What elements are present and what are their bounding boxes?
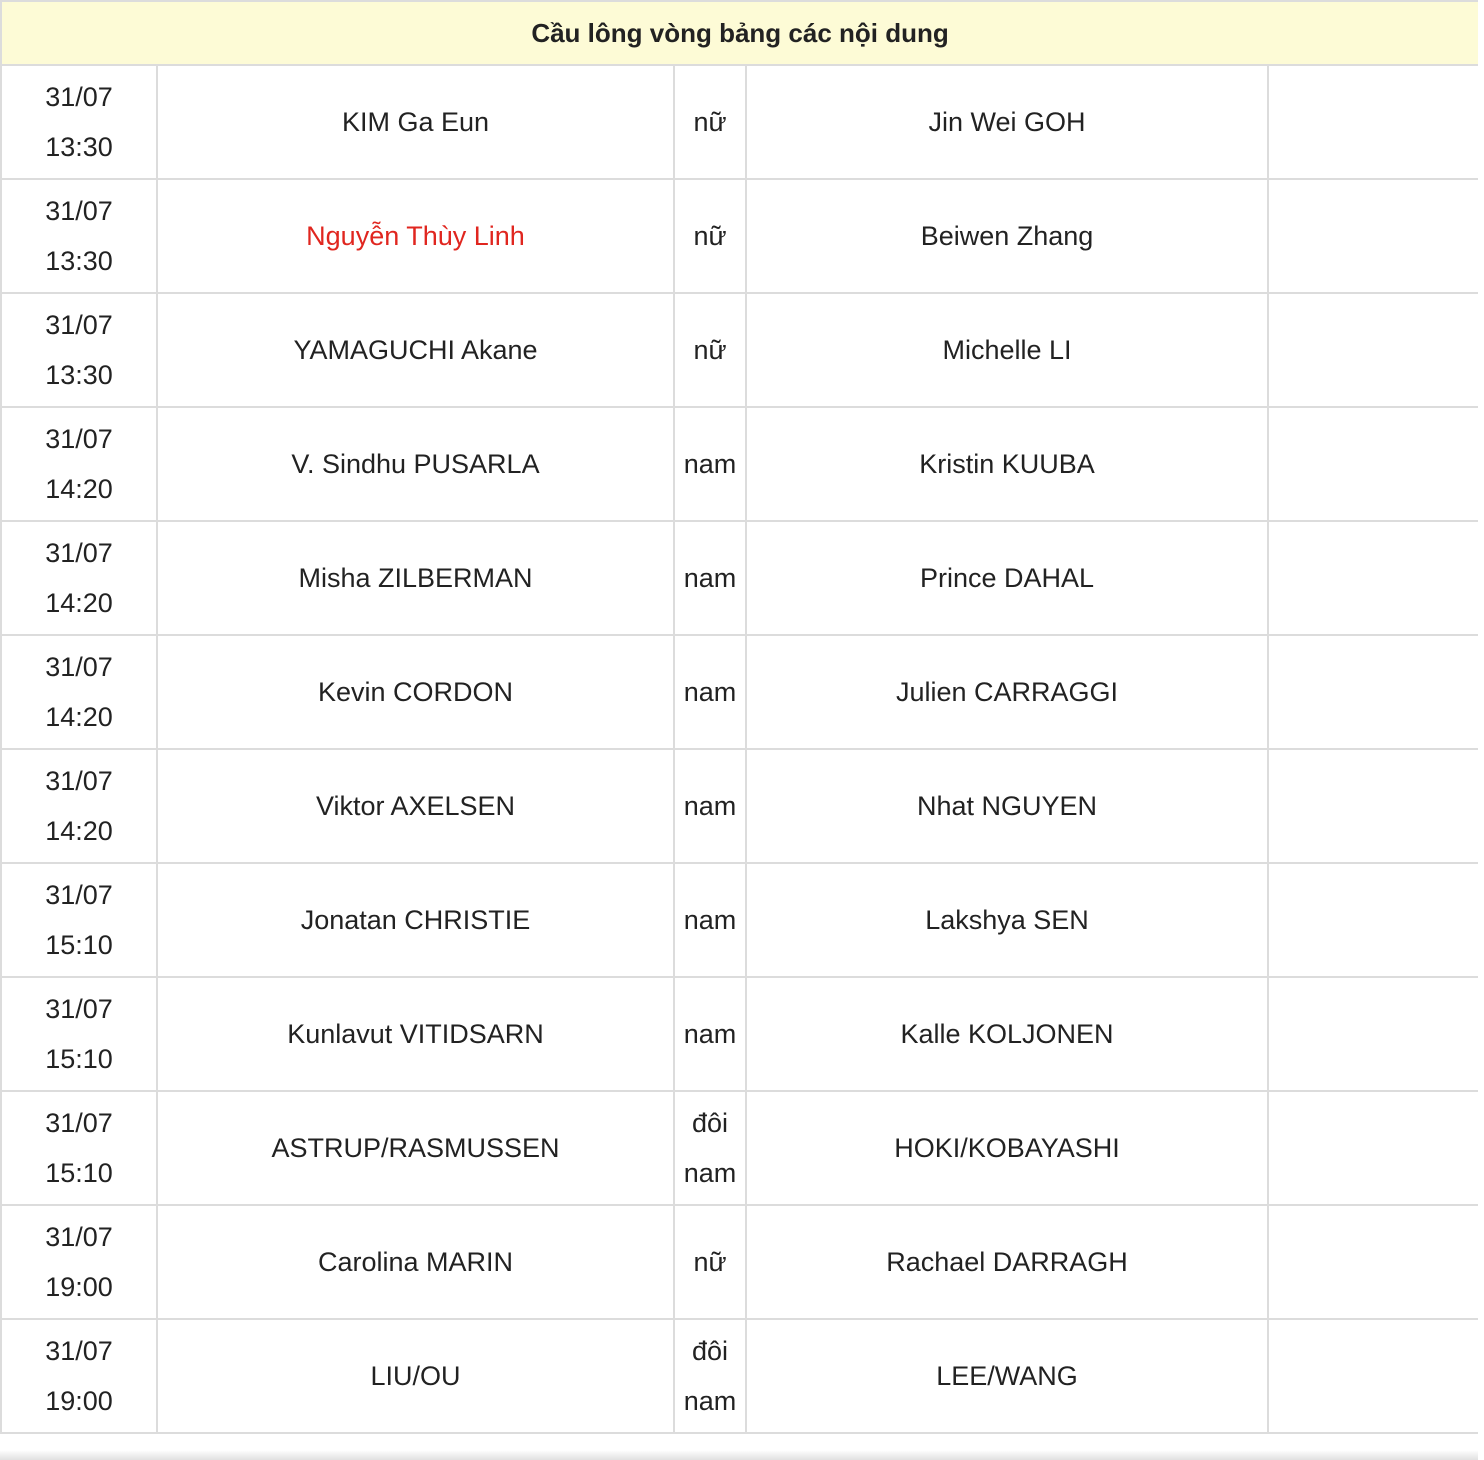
table-row bbox=[1, 1319, 1478, 1433]
match-time: 14:20 bbox=[45, 816, 113, 846]
match-result bbox=[1268, 407, 1478, 521]
match-date: 31/07 bbox=[45, 310, 113, 340]
match-result bbox=[1268, 179, 1478, 293]
player-one: LIU/OU bbox=[157, 1319, 674, 1433]
match-date: 31/07 bbox=[45, 1222, 113, 1252]
table-body bbox=[1, 65, 1478, 1433]
match-time: 19:00 bbox=[45, 1272, 113, 1302]
table-row bbox=[1, 521, 1478, 635]
match-date: 31/07 bbox=[45, 766, 113, 796]
event-label: nam bbox=[683, 1158, 737, 1188]
match-datetime bbox=[1, 179, 157, 293]
match-date: 31/07 bbox=[45, 424, 113, 454]
match-date: 31/07 bbox=[45, 1336, 113, 1366]
match-result bbox=[1268, 749, 1478, 863]
event-label: nam bbox=[683, 1019, 737, 1049]
player-two: Nhat NGUYEN bbox=[746, 749, 1268, 863]
event-label: đôi bbox=[691, 1108, 729, 1138]
table-row bbox=[1, 977, 1478, 1091]
match-datetime bbox=[1, 521, 157, 635]
table-row bbox=[1, 293, 1478, 407]
match-event bbox=[674, 65, 746, 179]
match-event bbox=[674, 521, 746, 635]
player-two: Kalle KOLJONEN bbox=[746, 977, 1268, 1091]
match-date: 31/07 bbox=[45, 538, 113, 568]
match-time: 14:20 bbox=[45, 702, 113, 732]
match-time: 15:10 bbox=[45, 930, 113, 960]
player-two: Lakshya SEN bbox=[746, 863, 1268, 977]
player-two: Julien CARRAGGI bbox=[746, 635, 1268, 749]
table-title-row bbox=[1, 1, 1478, 65]
table-row bbox=[1, 863, 1478, 977]
match-time: 13:30 bbox=[45, 360, 113, 390]
match-datetime bbox=[1, 863, 157, 977]
table-row bbox=[1, 179, 1478, 293]
match-event bbox=[674, 635, 746, 749]
match-result bbox=[1268, 293, 1478, 407]
match-time: 14:20 bbox=[45, 588, 113, 618]
match-event bbox=[674, 293, 746, 407]
event-label: đôi bbox=[691, 1336, 729, 1366]
match-result bbox=[1268, 635, 1478, 749]
player-one: V. Sindhu PUSARLA bbox=[157, 407, 674, 521]
match-date: 31/07 bbox=[45, 1108, 113, 1138]
table-row bbox=[1, 635, 1478, 749]
match-datetime bbox=[1, 1205, 157, 1319]
player-two: Beiwen Zhang bbox=[746, 179, 1268, 293]
match-event bbox=[674, 407, 746, 521]
player-two: Jin Wei GOH bbox=[746, 65, 1268, 179]
player-one: KIM Ga Eun bbox=[157, 65, 674, 179]
player-two: HOKI/KOBAYASHI bbox=[746, 1091, 1268, 1205]
match-time: 15:10 bbox=[45, 1158, 113, 1188]
player-one: Misha ZILBERMAN bbox=[157, 521, 674, 635]
player-one: Jonatan CHRISTIE bbox=[157, 863, 674, 977]
player-two: LEE/WANG bbox=[746, 1319, 1268, 1433]
match-event bbox=[674, 749, 746, 863]
match-date: 31/07 bbox=[45, 994, 113, 1024]
match-event bbox=[674, 863, 746, 977]
scroll-fade bbox=[0, 1450, 1478, 1460]
match-event bbox=[674, 1091, 746, 1205]
event-label: nữ bbox=[693, 335, 727, 365]
player-one: Nguyễn Thùy Linh bbox=[157, 179, 674, 293]
match-datetime bbox=[1, 65, 157, 179]
match-datetime bbox=[1, 407, 157, 521]
match-date: 31/07 bbox=[45, 82, 113, 112]
match-result bbox=[1268, 521, 1478, 635]
match-time: 13:30 bbox=[45, 246, 113, 276]
player-two: Kristin KUUBA bbox=[746, 407, 1268, 521]
event-label: nam bbox=[683, 677, 737, 707]
match-date: 31/07 bbox=[45, 652, 113, 682]
match-datetime bbox=[1, 635, 157, 749]
event-label: nam bbox=[683, 449, 737, 479]
match-event bbox=[674, 977, 746, 1091]
player-one: ASTRUP/RASMUSSEN bbox=[157, 1091, 674, 1205]
match-time: 15:10 bbox=[45, 1044, 113, 1074]
event-label: nam bbox=[683, 563, 737, 593]
match-time: 19:00 bbox=[45, 1386, 113, 1416]
table-row bbox=[1, 407, 1478, 521]
table-row bbox=[1, 65, 1478, 179]
match-result bbox=[1268, 1319, 1478, 1433]
match-time: 13:30 bbox=[45, 132, 113, 162]
match-event bbox=[674, 179, 746, 293]
player-one: Kunlavut VITIDSARN bbox=[157, 977, 674, 1091]
match-time: 14:20 bbox=[45, 474, 113, 504]
match-event bbox=[674, 1205, 746, 1319]
event-label: nam bbox=[683, 905, 737, 935]
match-date: 31/07 bbox=[45, 196, 113, 226]
event-label: nam bbox=[683, 791, 737, 821]
table-row bbox=[1, 1091, 1478, 1205]
match-event bbox=[674, 1319, 746, 1433]
table-title: Cầu lông vòng bảng các nội dung bbox=[1, 1, 1478, 65]
player-two: Michelle LI bbox=[746, 293, 1268, 407]
match-datetime bbox=[1, 1091, 157, 1205]
event-label: nam bbox=[683, 1386, 737, 1416]
match-result bbox=[1268, 1091, 1478, 1205]
event-label: nữ bbox=[693, 221, 727, 251]
match-result bbox=[1268, 1205, 1478, 1319]
match-result bbox=[1268, 65, 1478, 179]
player-one: Carolina MARIN bbox=[157, 1205, 674, 1319]
table-row bbox=[1, 1205, 1478, 1319]
match-datetime bbox=[1, 293, 157, 407]
player-one: Viktor AXELSEN bbox=[157, 749, 674, 863]
match-datetime bbox=[1, 1319, 157, 1433]
match-result bbox=[1268, 977, 1478, 1091]
match-datetime bbox=[1, 977, 157, 1091]
table-row bbox=[1, 749, 1478, 863]
player-one: YAMAGUCHI Akane bbox=[157, 293, 674, 407]
match-result bbox=[1268, 863, 1478, 977]
event-label: nữ bbox=[693, 107, 727, 137]
match-datetime bbox=[1, 749, 157, 863]
player-one: Kevin CORDON bbox=[157, 635, 674, 749]
event-label: nữ bbox=[693, 1247, 727, 1277]
match-date: 31/07 bbox=[45, 880, 113, 910]
player-two: Rachael DARRAGH bbox=[746, 1205, 1268, 1319]
player-two: Prince DAHAL bbox=[746, 521, 1268, 635]
